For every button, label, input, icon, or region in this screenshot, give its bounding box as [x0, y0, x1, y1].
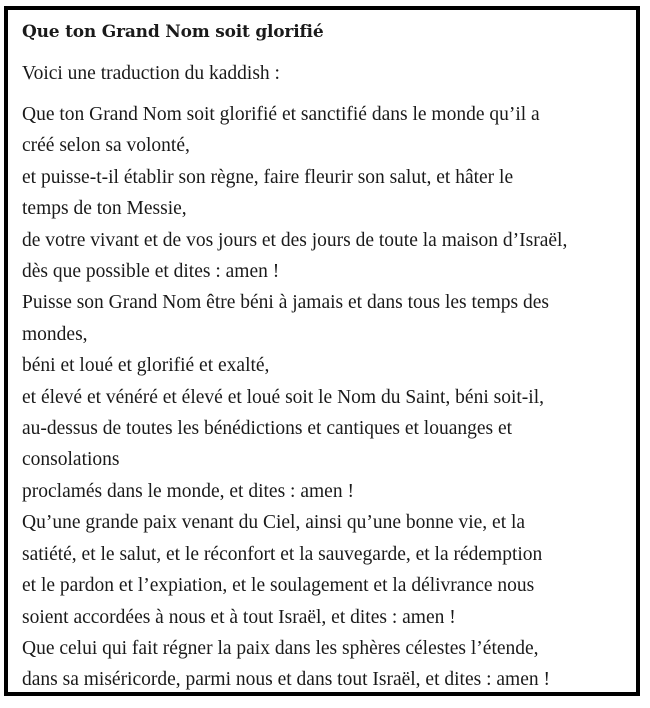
text-line: de votre vivant et de vos jours et des jours de toute la maison d’Israël, [22, 229, 568, 251]
text-line: mondes, [22, 323, 88, 345]
text-line: soient accordées à nous et à tout Israël, et dites : amen ! [22, 606, 456, 628]
text-line: Qu’une grande paix venant du Ciel, ainsi qu’une bonne vie, et la [22, 512, 526, 534]
intro-text: Voici une traduction du kaddish : [22, 63, 280, 84]
text-line: proclamés dans le monde, et dites : amen ! [22, 480, 354, 502]
kaddish-translation [22, 99, 634, 696]
text-line: et le pardon et l’expiation, et le soulagement et la délivrance nous [22, 575, 535, 597]
text-line: Puisse son Grand Nom être béni à jamais et dans tous les temps des [22, 292, 549, 314]
text-line: et élevé et vénéré et élevé et loué soit le Nom du Saint, béni soit-il, [22, 386, 544, 408]
text-line: béni et loué et glorifié et exalté, [22, 355, 270, 377]
text-line: temps de ton Messie, [22, 198, 187, 220]
text-line: Que celui qui fait régner la paix dans les sphères célestes l’étende, [22, 637, 539, 659]
text-line: créé selon sa volonté, [22, 135, 190, 157]
text-line: consolations [22, 449, 120, 471]
text-box [4, 6, 640, 696]
text-line: dès que possible et dites : amen ! [22, 261, 280, 283]
text-line: Que ton Grand Nom soit glorifié et sanctifié dans le monde qu’il a [22, 104, 540, 125]
text-line: dans sa miséricorde, parmi nous et dans tout Israël, et dites : amen ! [22, 669, 550, 691]
heading: Que ton Grand Nom soit glorifié [22, 22, 324, 42]
text-line: et puisse-t-il établir son règne, faire fleurir son salut, et hâter le [22, 166, 514, 188]
text-line: satiété, et le salut, et le réconfort et la sauvegarde, et la rédemption [22, 543, 543, 565]
text-line: au-dessus de toutes les bénédictions et cantiques et louanges et [22, 418, 513, 440]
